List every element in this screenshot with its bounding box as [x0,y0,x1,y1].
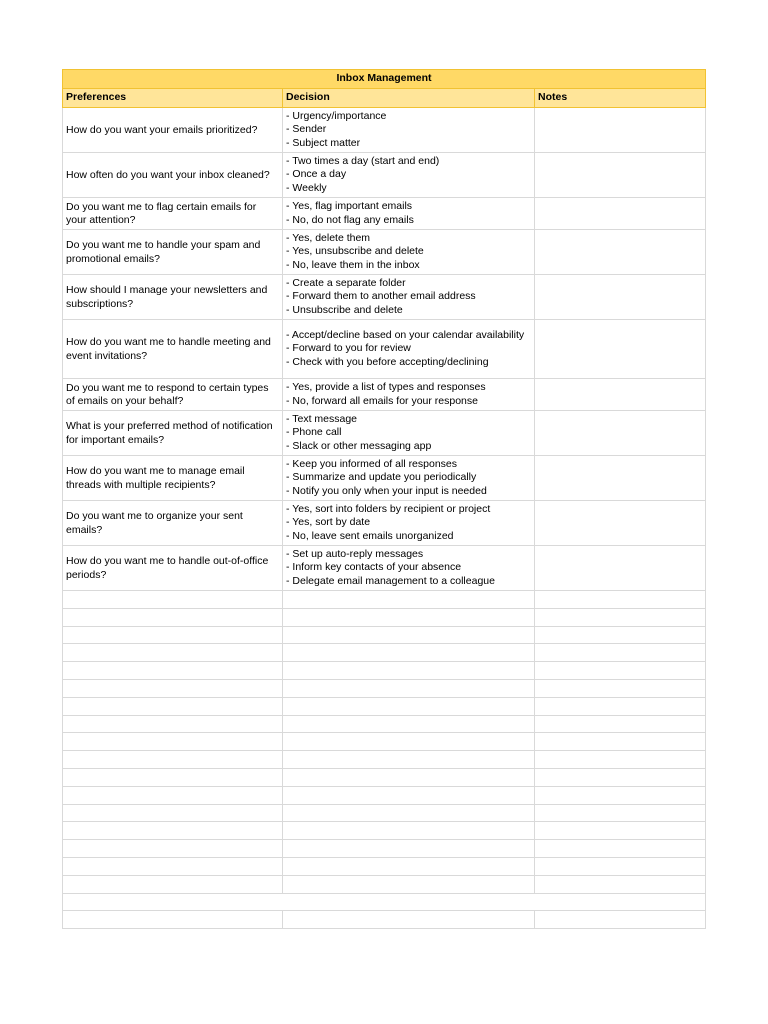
table-row [63,379,706,411]
decision-option: - Yes, sort by date [286,516,371,529]
empty-cell[interactable] [283,875,535,893]
header-row [63,89,706,108]
empty-row [63,644,706,662]
empty-cell[interactable] [63,608,283,626]
title-row [63,70,706,89]
empty-cell[interactable] [63,733,283,751]
preference-question-cell[interactable]: Do you want me to organize your sent emails? [63,501,283,546]
decision-option: - Weekly [286,181,327,194]
empty-row [63,840,706,858]
decision-option: - Once a day [286,168,347,181]
decision-option: - Keep you informed of all responses [286,457,458,470]
preference-question-cell[interactable]: How do you want me to handle out-of-office periods? [63,546,283,591]
empty-cell[interactable] [283,662,535,680]
empty-cell[interactable] [63,911,283,929]
empty-cell[interactable] [63,662,283,680]
empty-cell[interactable] [63,715,283,733]
empty-cell[interactable] [535,591,706,609]
decision-cell[interactable] [283,320,535,379]
empty-cell[interactable] [63,751,283,769]
preference-question-cell[interactable]: How do you want your emails prioritized? [63,108,283,153]
empty-row [63,875,706,893]
empty-row [63,679,706,697]
decision-cell[interactable] [283,153,535,198]
empty-cell[interactable] [283,822,535,840]
empty-cell[interactable] [283,626,535,644]
empty-cell[interactable] [283,786,535,804]
preference-question-cell[interactable]: What is your preferred method of notification for important emails? [63,411,283,456]
decision-option: - Slack or other messaging app [286,439,432,452]
notes-cell[interactable] [535,320,706,379]
decision-option: - Yes, sort into folders by recipient or project [286,502,491,515]
notes-cell[interactable] [535,198,706,230]
notes-cell[interactable] [535,546,706,591]
empty-cell[interactable] [535,875,706,893]
decision-option: - Yes, unsubscribe and delete [286,245,424,258]
empty-cell[interactable] [283,911,535,929]
table-row [63,275,706,320]
header-notes[interactable]: Notes [535,89,706,108]
notes-cell[interactable] [535,456,706,501]
empty-row [63,626,706,644]
empty-cell[interactable] [283,608,535,626]
notes-cell[interactable] [535,108,706,153]
empty-cell[interactable] [283,679,535,697]
empty-cell[interactable] [63,840,283,858]
empty-cell[interactable] [283,768,535,786]
table-row [63,108,706,153]
table-row [63,198,706,230]
empty-row [63,751,706,769]
empty-row [63,911,706,929]
empty-cell[interactable] [535,662,706,680]
notes-cell[interactable] [535,411,706,456]
empty-cell[interactable] [283,697,535,715]
empty-cell[interactable] [63,822,283,840]
decision-cell[interactable] [283,501,535,546]
decision-option: - Urgency/importance [286,109,387,122]
empty-cell[interactable] [283,591,535,609]
decision-option: - Yes, flag important emails [286,200,413,212]
table-row [63,320,706,379]
decision-option: - Summarize and update you periodically [286,471,477,484]
decision-option: - Check with you before accepting/declining [286,355,489,368]
empty-cell[interactable] [535,911,706,929]
empty-row [63,662,706,680]
decision-option: - Sender [286,123,327,136]
decision-option: - No, leave them in the inbox [286,258,420,271]
preference-question-cell[interactable]: How should I manage your newsletters and subscriptions? [63,275,283,320]
decision-option: - Yes, provide a list of types and responses [286,381,486,393]
table-row [63,153,706,198]
decision-cell[interactable] [283,108,535,153]
empty-cell[interactable] [535,608,706,626]
decision-option: - No, leave sent emails unorganized [286,529,454,542]
empty-row [63,857,706,875]
notes-cell[interactable] [535,230,706,275]
empty-cell[interactable] [63,804,283,822]
empty-cell[interactable] [283,715,535,733]
empty-cell[interactable] [535,697,706,715]
preference-question-cell[interactable]: How do you want me to handle meeting and event invitations? [63,320,283,379]
decision-option: - Create a separate folder [286,276,406,289]
decision-cell[interactable] [283,379,535,411]
decision-cell[interactable] [283,411,535,456]
empty-cell[interactable] [535,804,706,822]
decision-option: - Notify you only when your input is needed [286,484,487,497]
empty-cell[interactable] [535,822,706,840]
empty-cell[interactable] [283,857,535,875]
empty-cell[interactable] [283,840,535,858]
table-row [63,230,706,275]
empty-row [63,822,706,840]
decision-option: - Yes, delete them [286,231,371,244]
empty-cell[interactable] [63,768,283,786]
notes-cell[interactable] [535,153,706,198]
table-row [63,501,706,546]
decision-option: - Forward them to another email address [286,290,476,303]
header-decision[interactable]: Decision [283,89,535,108]
decision-option: - No, forward all emails for your response [286,394,478,407]
empty-cell[interactable] [535,768,706,786]
empty-row [63,804,706,822]
empty-cell[interactable] [535,644,706,662]
empty-cell[interactable] [63,875,283,893]
empty-cell[interactable] [63,626,283,644]
header-preferences[interactable]: Preferences [63,89,283,108]
empty-cell[interactable] [63,857,283,875]
empty-cell[interactable] [63,644,283,662]
preference-question-cell[interactable]: How often do you want your inbox cleaned? [63,153,283,198]
empty-cell[interactable] [63,697,283,715]
preference-question-cell[interactable]: How do you want me to manage email threads with multiple recipients? [63,456,283,501]
empty-cell[interactable] [283,733,535,751]
empty-cell[interactable] [535,733,706,751]
decision-option: - Set up auto-reply messages [286,547,424,560]
decision-option: - Inform key contacts of your absence [286,561,462,574]
empty-row [63,733,706,751]
empty-cell[interactable] [535,715,706,733]
empty-cell[interactable] [535,840,706,858]
empty-row [63,768,706,786]
empty-cell[interactable] [535,679,706,697]
decision-option: - Subject matter [286,136,361,149]
decision-option: - Forward to you for review [286,342,411,355]
empty-row [63,715,706,733]
decision-cell[interactable] [283,275,535,320]
preference-question-cell[interactable]: Do you want me to handle your spam and promotional emails? [63,230,283,275]
decision-option: - Unsubscribe and delete [286,303,403,316]
table-row [63,456,706,501]
table-row [63,411,706,456]
inbox-management-table [62,69,706,929]
decision-cell[interactable] [283,230,535,275]
empty-cell[interactable] [283,644,535,662]
empty-merged-cell[interactable] [63,893,706,911]
empty-row [63,697,706,715]
preference-question-cell[interactable]: Do you want me to respond to certain types of emails on your behalf? [63,379,283,411]
decision-option: - Accept/decline based on your calendar availability [286,328,525,341]
notes-cell[interactable] [535,379,706,411]
empty-cell[interactable] [63,786,283,804]
decision-option: - Delegate email management to a colleague [286,574,495,587]
empty-cell[interactable] [535,857,706,875]
preference-question-cell[interactable]: Do you want me to flag certain emails for your attention? [63,198,283,230]
empty-cell[interactable] [535,786,706,804]
empty-cell[interactable] [63,679,283,697]
table-row [63,546,706,591]
table-title[interactable]: Inbox Management [63,70,706,89]
decision-cell[interactable] [283,456,535,501]
empty-merged-row [63,893,706,911]
empty-cell[interactable] [283,804,535,822]
empty-row [63,786,706,804]
decision-option: - Text message [286,412,358,425]
decision-option: - Two times a day (start and end) [286,154,440,167]
decision-option: - Phone call [286,426,342,439]
spreadsheet [62,69,705,929]
empty-cell[interactable] [535,626,706,644]
notes-cell[interactable] [535,275,706,320]
empty-cell[interactable] [283,751,535,769]
empty-cell[interactable] [63,591,283,609]
empty-row [63,591,706,609]
decision-option: - No, do not flag any emails [286,213,414,226]
decision-cell[interactable] [283,198,535,230]
decision-cell[interactable] [283,546,535,591]
empty-cell[interactable] [535,751,706,769]
empty-row [63,608,706,626]
notes-cell[interactable] [535,501,706,546]
